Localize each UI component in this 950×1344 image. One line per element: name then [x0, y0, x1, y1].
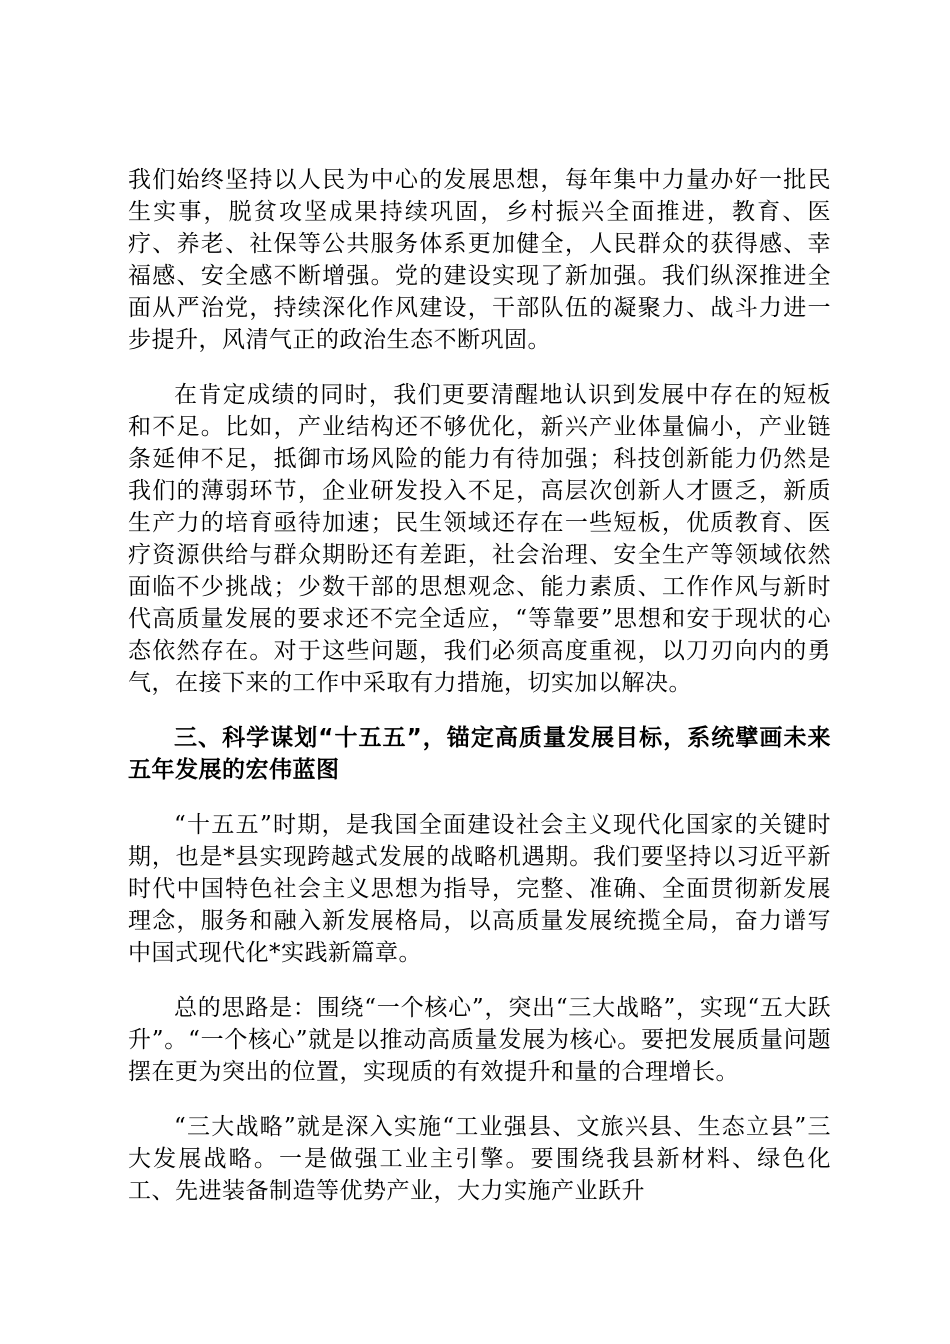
section-heading-three: 三、科学谋划“十五五”，锚定高质量发展目标，系统擘画未来五年发展的宏伟蓝图 [128, 725, 831, 783]
document-page [128, 164, 831, 1230]
paragraph-fifteenth-five-year-plan: “十五五”时期，是我国全面建设社会主义现代化国家的关键时期，也是*县实现跨越式发展的战略机遇期。我们要坚持以习近平新时代中国特色社会主义思想为指导，完整、准确、全面贯彻新发展理念，服务和融入新发展格局，以高质量发展统揽全局，奋力谱写中国式现代化*实践新篇章。 [128, 812, 831, 966]
paragraph-shortcomings: 在肯定成绩的同时，我们更要清醒地认识到发展中存在的短板和不足。比如，产业结构还不够优化，新兴产业体量偏小，产业链条延伸不足，抵御市场风险的能力有待加强；科技创新能力仍然是我们的薄弱环节，企业研发投入不足，高层次创新人才匮乏，新质生产力的培育亟待加速；民生领域还存在一些短板，优质教育、医疗资源供给与群众期盼还有差距，社会治理、安全生产等领域依然面临不少挑战；少数干部的思想观念、能力素质、工作作风与新时代高质量发展的要求还不完全适应，“等靠要”思想和安于现状的心态依然存在。对于这些问题，我们必须高度重视，以刀刃向内的勇气，在接下来的工作中采取有力措施，切实加以解决。 [128, 382, 831, 696]
paragraph-people-centered: 我们始终坚持以人民为中心的发展思想，每年集中力量办好一批民生实事，脱贫攻坚成果持续巩固，乡村振兴全面推进，教育、医疗、养老、社保等公共服务体系更加健全，人民群众的获得感、幸福感、安全感不断增强。党的建设实现了新加强。我们纵深推进全面从严治党，持续深化作风建设，干部队伍的凝聚力、战斗力进一步提升，风清气正的政治生态不断巩固。 [128, 167, 831, 353]
paragraph-three-strategies: “三大战略”就是深入实施“工业强县、文旅兴县、生态立县”三大发展战略。一是做强工业主引擎。要围绕我县新材料、绿色化工、先进装备制造等优势产业，大力实施产业跃升 [128, 1114, 831, 1204]
paragraph-general-approach: 总的思路是：围绕“一个核心”，突出“三大战略”，实现“五大跃升”。“一个核心”就是以推动高质量发展为核心。要把发展质量问题摆在更为突出的位置，实现质的有效提升和量的合理增长。 [128, 995, 831, 1085]
